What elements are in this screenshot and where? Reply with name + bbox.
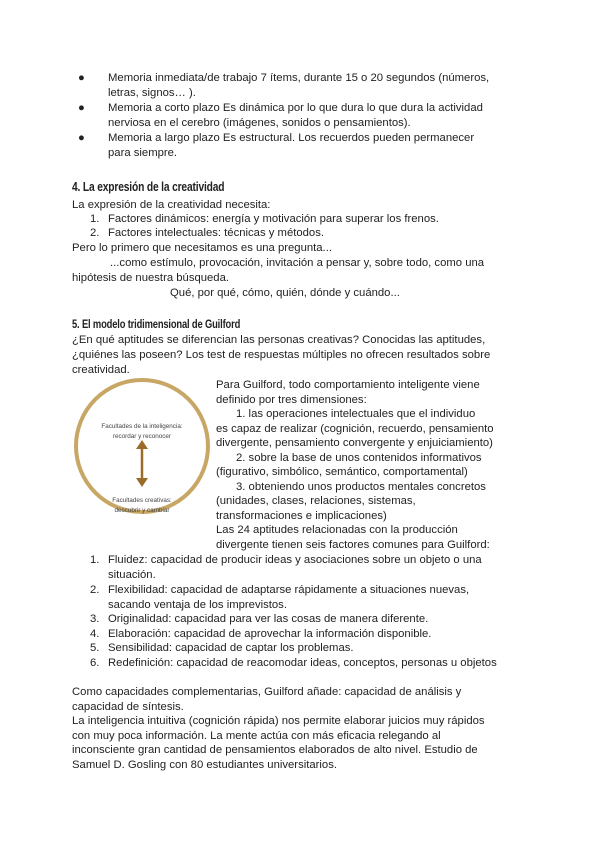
paragraph: transformaciones e implicaciones) — [216, 510, 387, 522]
list-item: ● Memoria a corto plazo Es dinámica por lo que dura lo que dura la actividad nerviosa en el cerebro (imágenes, sonidos o pensamientos). — [78, 102, 483, 129]
paragraph: creatividad. — [72, 364, 130, 376]
paragraph: La inteligencia intuitiva (cognición rápida) nos permite elaborar juicios muy rápidos — [72, 715, 485, 727]
paragraph: Como capacidades complementarias, Guilford añade: capacidad de análisis y — [72, 686, 462, 698]
paragraph: divergente, pensamiento convergente y enjuiciamiento) — [216, 437, 493, 449]
bullet-icon: ● — [78, 72, 85, 84]
paragraph: inconsciente gran cantidad de pensamientos elaborados de alto nivel. Estudio de — [72, 744, 478, 756]
bullet-icon: ● — [78, 132, 85, 144]
paragraph: es capaz de realizar (cognición, recuerdo, pensamiento — [216, 423, 494, 435]
paragraph: capacidad de síntesis. — [72, 701, 184, 713]
paragraph: Las 24 aptitudes relacionadas con la producción — [216, 524, 458, 536]
list-item: ● Memoria inmediata/de trabajo 7 ítems, durante 15 o 20 segundos (números, letras, signos… ). — [78, 72, 490, 99]
guilford-diagram — [72, 376, 212, 516]
diagram-arrow-down-icon — [136, 478, 148, 487]
paragraph: (unidades, clases, relaciones, sistemas, — [216, 495, 416, 507]
diagram-arrow-up-icon — [136, 440, 148, 449]
diagram-top-sub: recordar y reconocer — [112, 433, 172, 440]
paragraph: La expresión de la creatividad necesita: — [72, 199, 271, 211]
list-item: 2. Factores intelectuales: técnicas y métodos. — [90, 227, 324, 239]
paragraph: ¿quiénes las poseen? Los test de respuestas múltiples no ofrecen resultados sobre — [72, 349, 491, 361]
list-item: 1. las operaciones intelectuales que el individuo — [236, 408, 476, 420]
paragraph: Qué, por qué, cómo, quién, dónde y cuándo... — [170, 287, 400, 299]
diagram-bottom-sub: descubrir y cambiar — [114, 507, 170, 514]
paragraph: Pero lo primero que necesitamos es una pregunta... — [72, 242, 332, 254]
paragraph: con muy poca información. La mente actúa con más eficacia relegando al — [72, 730, 441, 742]
bullet-icon: ● — [78, 102, 85, 114]
list-item: ● Memoria a largo plazo Es estructural. Los recuerdos pueden permanecer para siempre. — [78, 132, 475, 159]
list-item: 2. sobre la base de unos contenidos informativos — [236, 452, 482, 464]
section-heading: 5. El modelo tridimensional de Guilford — [72, 317, 241, 331]
paragraph: ...como estímulo, provocación, invitación a pensar y, sobre todo, como una — [110, 257, 485, 269]
paragraph: divergente tienen seis factores comunes para Guilford: — [216, 539, 490, 551]
paragraph: Para Guilford, todo comportamiento inteligente viene — [216, 379, 480, 391]
list-item: 1. Factores dinámicos: energía y motivación para superar los frenos. — [90, 213, 439, 225]
document-page: ● Memoria inmediata/de trabajo 7 ítems, durante 15 o 20 segundos (números, letras, signos… ). ● Memoria a corto plazo Es dinámica por lo que dura lo que dura la actividad nerviosa en el cerebro (imágenes, sonidos o pensamientos). ● Memoria a largo plazo Es estructural. Los recuerdos pueden permanecer para siempre. 4. La expresión de la creatividad La expresión de la creatividad necesita: 1. Factores dinámicos: energía y motivación para superar los frenos. 2. Factores intelectuales: técnicas y métodos. Pero lo primero que necesitamos es una pregunta... ...como estímulo, provocación, invitación a pensar y, sobre todo, como una hipótesis de nuestra búsqueda. Qué, por qué, cómo, quién, dónde y cuándo... 5. El modelo tridimensional de Guilford ¿En qué aptitudes se diferencian las personas creativas? Conocidas las aptitudes, ¿quiénes las poseen? Los test de respuestas múltiples no ofrecen resultados sobre creatividad. Facultades de la inteligencia: recordar y reconocer Facultades creativas: descubrir y cambiar Para Guilford, todo comportamiento inteligente viene definido por tres dimensiones: 1. las operaciones intelectuales que el individuo es capaz de realizar (cognición, recuerdo, pensamiento divergente, pensamiento convergente y enjuiciamiento) 2. sobre la base de unos contenidos informativos (figurativo, simbólico, semántico, comportamental) 3. obteniendo unos productos mentales concretos (unidades, clases, relaciones, sistemas, transformaciones e implicaciones) Las 24 aptitudes relacionadas con la producción divergente tienen seis factores comunes para Guilford: 1. Fluidez: capacidad de producir ideas y asociaciones sobre un objeto o una situación. 2. Flexibilidad: capacidad de adaptarse rápidamente a situaciones nuevas, sacando ventaja de los imprevistos. 3. Originalidad: capacidad para ver las cosas de manera diferente. 4. Elaboración: capacidad de aprovechar la información disponible. 5. Sensibilidad: capacidad de captar los problemas. 6. Redefinición: capacidad de reacomodar ideas, conceptos, personas u objetos Como capacidades complementarias, Guilford añade: capacidad de análisis y capacidad de síntesis. La inteligencia intuitiva (cognición rápida) nos permite elaborar juicios muy rápidos con muy poca información. La mente actúa con más eficacia relegando al inconsciente gran cantidad de pensamientos elaborados de alto nivel. Estudio de Samuel D. Gosling con 80 estudiantes universitarios. — [0, 0, 600, 848]
paragraph: Samuel D. Gosling con 80 estudiantes universitarios. — [72, 759, 337, 771]
paragraph: (figurativo, simbólico, semántico, comportamental) — [216, 466, 468, 478]
diagram-bottom-label: Facultades creativas: — [112, 497, 172, 504]
paragraph: definido por tres dimensiones: — [216, 394, 367, 406]
paragraph: hipótesis de nuestra búsqueda. — [72, 272, 230, 284]
section-heading: 4. La expresión de la creatividad — [72, 180, 225, 194]
paragraph: ¿En qué aptitudes se diferencian las personas creativas? Conocidas las aptitudes, — [72, 334, 486, 346]
list-item: 3. obteniendo unos productos mentales concretos — [236, 481, 486, 493]
diagram-top-label: Facultades de la inteligencia: — [101, 423, 183, 430]
